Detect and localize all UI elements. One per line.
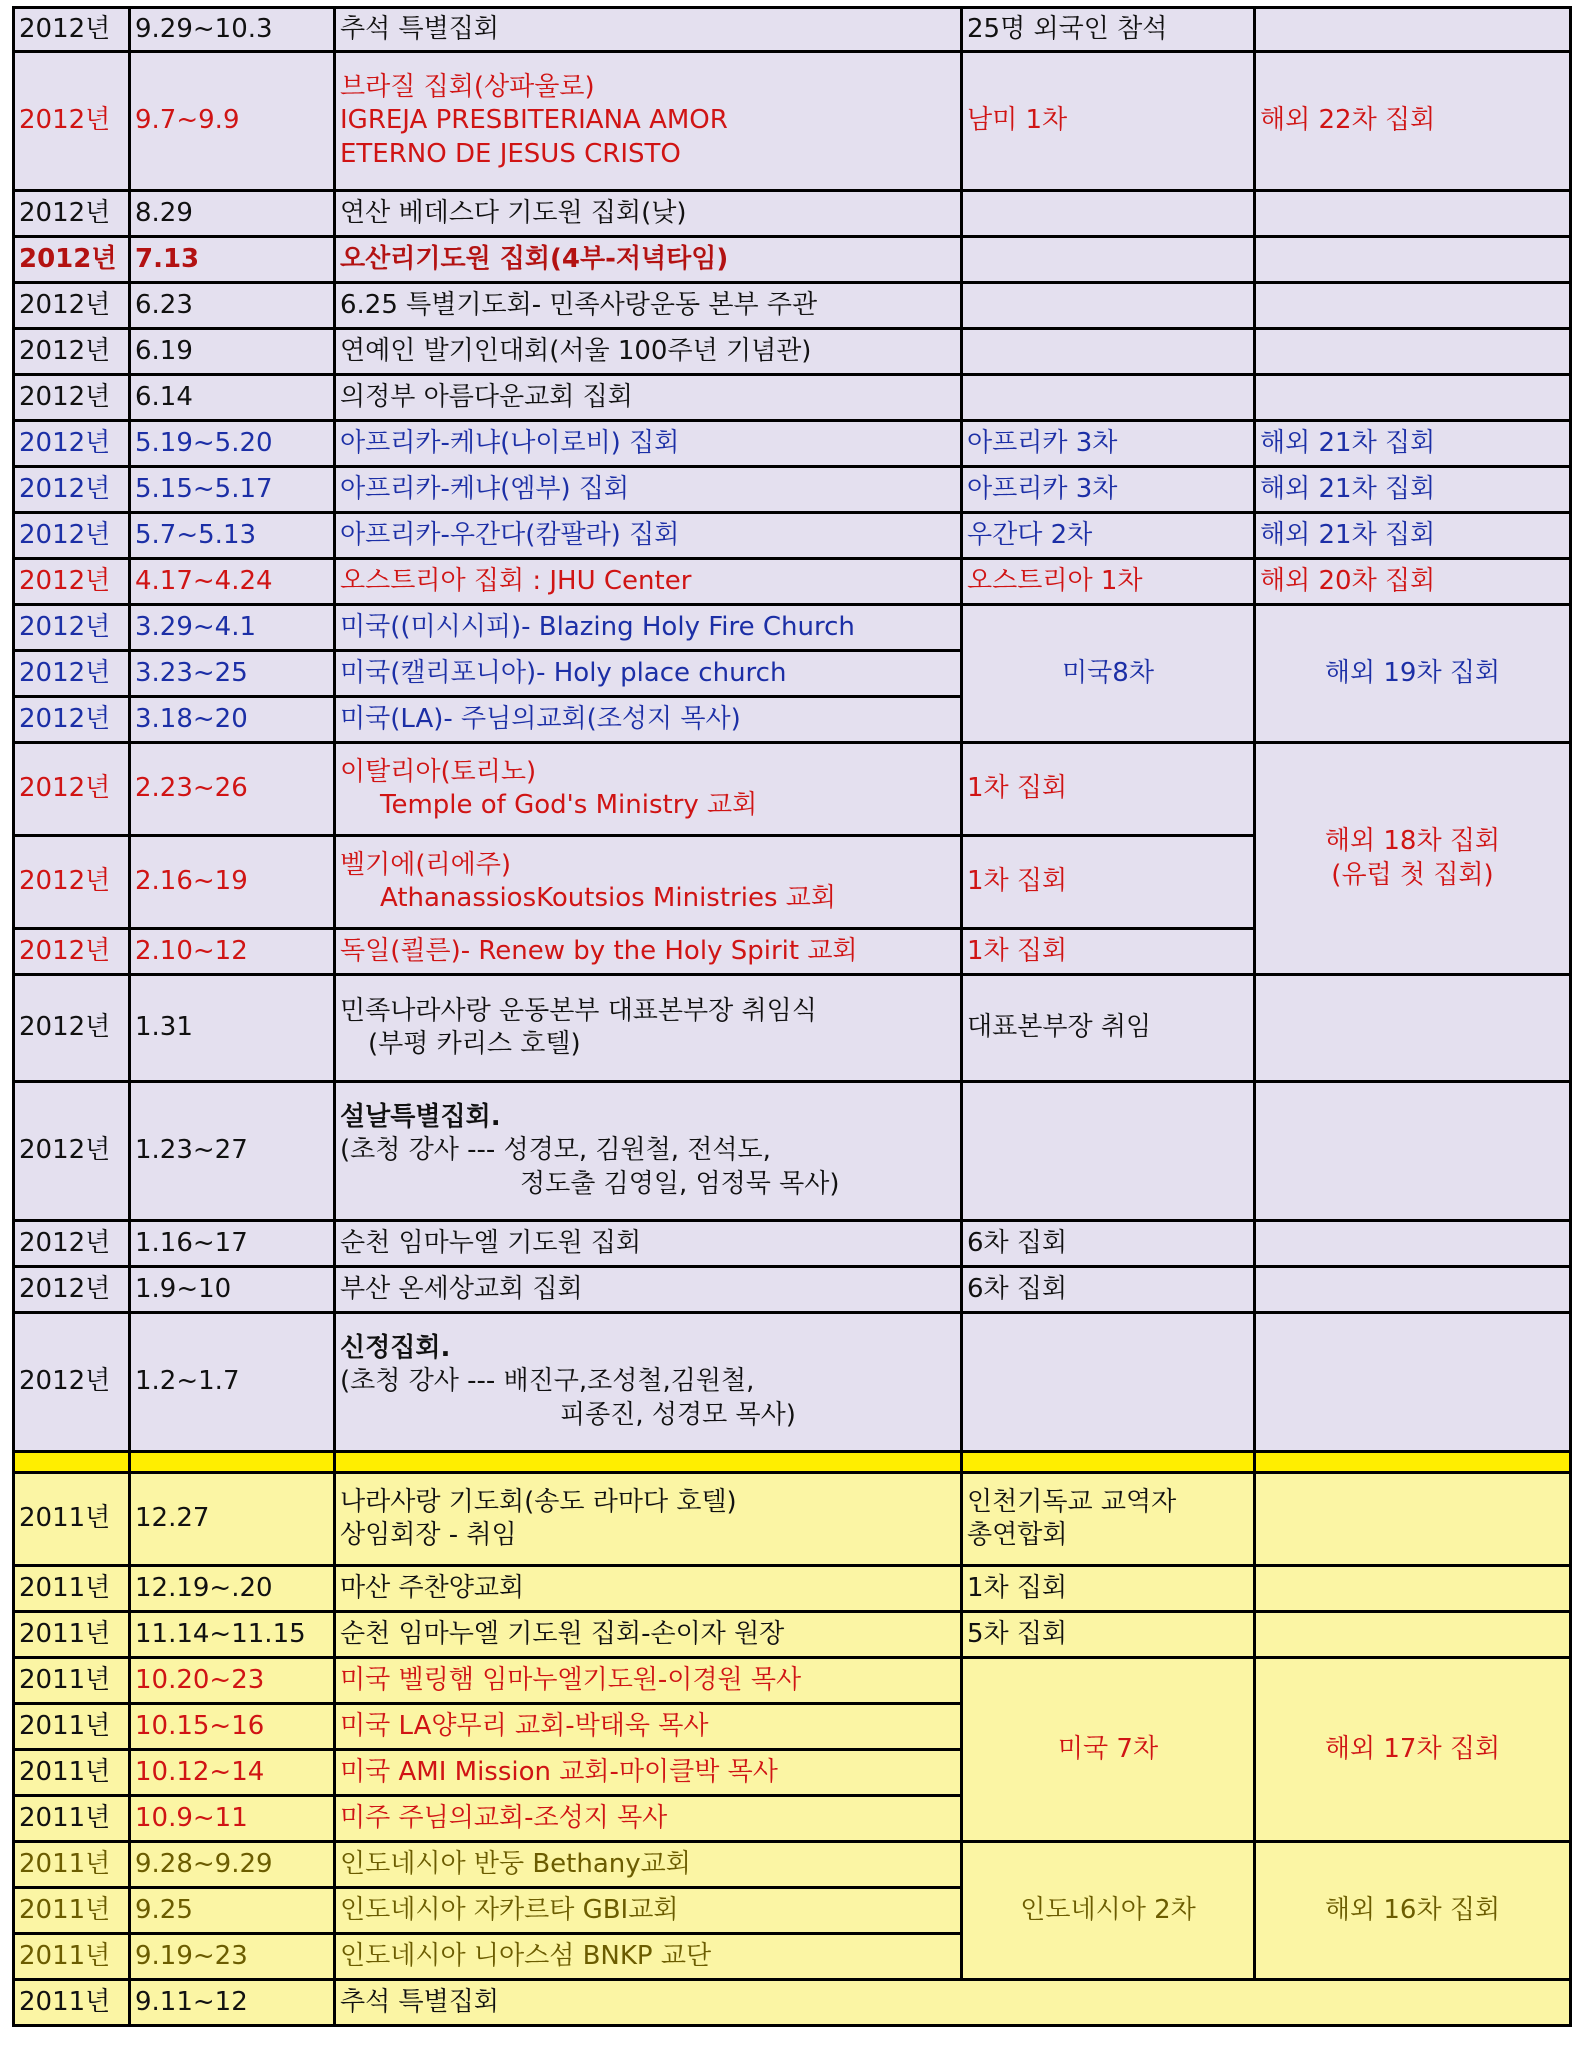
- event-cell: 순천 임마누엘 기도원 집회: [335, 1221, 962, 1267]
- date-cell: 12.27: [130, 1473, 335, 1566]
- date-cell: 10.12~14: [130, 1750, 335, 1796]
- note-cell: 아프리카 3차: [962, 467, 1255, 513]
- separator-cell: [335, 1452, 962, 1473]
- year-cell: 2011년: [14, 1796, 130, 1842]
- year-cell: 2011년: [14, 1750, 130, 1796]
- overseas-cell: [1255, 375, 1571, 421]
- table-row: [14, 1313, 1571, 1452]
- table-row: [14, 467, 1571, 513]
- date-cell: 5.19~5.20: [130, 421, 335, 467]
- event-cell: 연산 베데스다 기도원 집회(낮): [335, 191, 962, 237]
- event-cell: 독일(쾰른)- Renew by the Holy Spirit 교회: [335, 929, 962, 975]
- event-cell: 미주 주님의교회-조성지 목사: [335, 1796, 962, 1842]
- separator-cell: [130, 1452, 335, 1473]
- note-cell-merged: 미국 7차: [962, 1658, 1255, 1842]
- table-row: [14, 1267, 1571, 1313]
- note-cell: 25명 외국인 참석: [962, 8, 1255, 52]
- event-line: 이탈리아(토리노): [340, 756, 537, 787]
- year-cell: 2012년: [14, 1267, 130, 1313]
- separator-cell: [1255, 1452, 1571, 1473]
- event-line: ETERNO DE JESUS CRISTO: [340, 138, 681, 169]
- note-cell: [962, 191, 1255, 237]
- year-cell: 2011년: [14, 1934, 130, 1980]
- event-cell: 연예인 발기인대회(서울 100주년 기념관): [335, 329, 962, 375]
- event-line: (초청 강사 --- 배진구,조성철,김원철,: [340, 1366, 755, 1397]
- overseas-cell: [1255, 237, 1571, 283]
- overseas-cell: [1255, 1221, 1571, 1267]
- date-cell: 10.20~23: [130, 1658, 335, 1704]
- date-cell: 9.25: [130, 1888, 335, 1934]
- overseas-cell: 해외 21차 집회: [1255, 421, 1571, 467]
- year-cell: 2012년: [14, 651, 130, 697]
- note-line: 총연합회: [967, 1520, 1068, 1550]
- event-cell: 인도네시아 니아스섬 BNKP 교단: [335, 1934, 962, 1980]
- event-line: 설날특별집회.: [340, 1102, 501, 1133]
- table-row: [14, 975, 1571, 1082]
- event-cell: 마산 주찬양교회: [335, 1566, 962, 1612]
- date-cell: 1.16~17: [130, 1221, 335, 1267]
- event-cell: 의정부 아름다운교회 집회: [335, 375, 962, 421]
- table-row: [14, 1221, 1571, 1267]
- year-cell: 2012년: [14, 283, 130, 329]
- date-cell: 3.23~25: [130, 651, 335, 697]
- event-cell: 미국(캘리포니아)- Holy place church: [335, 651, 962, 697]
- year-cell: 2011년: [14, 1658, 130, 1704]
- event-cell: 미국 벨링햄 임마누엘기도원-이경원 목사: [335, 1658, 962, 1704]
- date-cell: 9.29~10.3: [130, 8, 335, 52]
- table-row: [14, 743, 1571, 836]
- note-cell-merged: 인도네시아 2차: [962, 1842, 1255, 1980]
- note-cell: 우간다 2차: [962, 513, 1255, 559]
- event-line: 정도출 김영일, 엄정묵 목사): [520, 1168, 840, 1199]
- overseas-cell-merged: 해외 17차 집회: [1255, 1658, 1571, 1842]
- overseas-cell: [1255, 1566, 1571, 1612]
- table-row: [14, 8, 1571, 52]
- date-cell: 9.11~12: [130, 1980, 335, 2026]
- year-cell: 2012년: [14, 329, 130, 375]
- note-cell: 6차 집회: [962, 1267, 1255, 1313]
- overseas-cell: 해외 20차 집회: [1255, 559, 1571, 605]
- year-cell: 2012년: [14, 1082, 130, 1221]
- event-cell: 오산리기도원 집회(4부-저녁타임): [335, 237, 962, 283]
- year-cell: 2012년: [14, 8, 130, 52]
- note-cell: 남미 1차: [962, 52, 1255, 191]
- date-cell: 11.14~11.15: [130, 1612, 335, 1658]
- overseas-cell: 해외 21차 집회: [1255, 513, 1571, 559]
- overseas-cell-merged: 해외 16차 집회: [1255, 1842, 1571, 1980]
- table-row: [14, 237, 1571, 283]
- date-cell: 1.9~10: [130, 1267, 335, 1313]
- year-cell: 2012년: [14, 1221, 130, 1267]
- date-cell: 6.14: [130, 375, 335, 421]
- table-row: [14, 1842, 1571, 1888]
- year-cell: 2011년: [14, 1566, 130, 1612]
- year-cell: 2012년: [14, 467, 130, 513]
- event-cell: 미국 LA양무리 교회-박태욱 목사: [335, 1704, 962, 1750]
- note-cell: [962, 1473, 1255, 1566]
- date-cell: 6.23: [130, 283, 335, 329]
- table-row: [14, 1980, 1571, 2026]
- date-cell: 10.9~11: [130, 1796, 335, 1842]
- note-cell: [962, 283, 1255, 329]
- event-cell: 미국(LA)- 주님의교회(조성지 목사): [335, 697, 962, 743]
- date-cell: 7.13: [130, 237, 335, 283]
- year-cell: 2011년: [14, 1980, 130, 2026]
- date-cell: 5.7~5.13: [130, 513, 335, 559]
- note-cell: 6차 집회: [962, 1221, 1255, 1267]
- table-row: [14, 191, 1571, 237]
- overseas-cell: [1255, 975, 1571, 1082]
- event-line: 나라사랑 기도회(송도 라마다 호텔): [340, 1486, 737, 1517]
- date-cell: 4.17~4.24: [130, 559, 335, 605]
- year-cell: 2012년: [14, 421, 130, 467]
- note-cell: 대표본부장 취임: [962, 975, 1255, 1082]
- note-cell: [962, 1313, 1255, 1452]
- event-line: IGREJA PRESBITERIANA AMOR: [340, 105, 728, 136]
- table-row: [14, 283, 1571, 329]
- table-row: [14, 605, 1571, 651]
- note-cell: 오스트리아 1차: [962, 559, 1255, 605]
- overseas-cell: [1255, 1473, 1571, 1566]
- year-cell: 2012년: [14, 1313, 130, 1452]
- year-cell: 2012년: [14, 191, 130, 237]
- table-row: [14, 1658, 1571, 1704]
- date-cell: 6.19: [130, 329, 335, 375]
- year-cell: 2012년: [14, 975, 130, 1082]
- year-cell: 2012년: [14, 559, 130, 605]
- table-row: [14, 52, 1571, 191]
- overseas-cell-merged: 해외 19차 집회: [1255, 605, 1571, 743]
- date-cell: 9.7~9.9: [130, 52, 335, 191]
- year-separator-row: [14, 1452, 1571, 1473]
- table-row: [14, 329, 1571, 375]
- table-row: [14, 559, 1571, 605]
- event-cell: 인도네시아 반둥 Bethany교회: [335, 1842, 962, 1888]
- note-cell: 1차 집회: [962, 929, 1255, 975]
- date-cell: 3.18~20: [130, 697, 335, 743]
- date-cell: 5.15~5.17: [130, 467, 335, 513]
- event-line: 신정집회.: [340, 1333, 451, 1364]
- schedule-table: [12, 6, 1572, 2027]
- event-cell: [335, 1082, 962, 1221]
- note-cell: 1차 집회: [962, 743, 1255, 836]
- date-cell: 1.2~1.7: [130, 1313, 335, 1452]
- event-cell: 6.25 특별기도회- 민족사랑운동 본부 주관: [335, 283, 962, 329]
- note-cell-merged: 미국8차: [962, 605, 1255, 743]
- event-cell: 추석 특별집회: [335, 1980, 1571, 2026]
- event-line: (부평 카리스 호텔): [368, 1029, 581, 1059]
- event-line: 벨기에(리에주): [340, 849, 511, 880]
- event-cell: 미국((미시시피)- Blazing Holy Fire Church: [335, 605, 962, 651]
- table-row: [14, 421, 1571, 467]
- year-cell: 2012년: [14, 237, 130, 283]
- note-cell: [962, 329, 1255, 375]
- table-row: [14, 1566, 1571, 1612]
- note-cell: [962, 375, 1255, 421]
- year-cell: 2012년: [14, 836, 130, 929]
- table-row: [14, 1082, 1571, 1221]
- event-cell: [335, 52, 962, 191]
- separator-cell: [962, 1452, 1255, 1473]
- event-cell: 오스트리아 집회 : JHU Center: [335, 559, 962, 605]
- event-line: AthanassiosKoutsios Ministries 교회: [380, 883, 836, 913]
- date-cell: 3.29~4.1: [130, 605, 335, 651]
- year-cell: 2012년: [14, 697, 130, 743]
- note-cell: 아프리카 3차: [962, 421, 1255, 467]
- overseas-cell: 해외 21차 집회: [1255, 467, 1571, 513]
- year-cell: 2012년: [14, 52, 130, 191]
- event-cell: 추석 특별집회: [335, 8, 962, 52]
- note-cell: 1차 집회: [962, 1566, 1255, 1612]
- event-cell: 인도네시아 자카르타 GBI교회: [335, 1888, 962, 1934]
- overseas-cell: [1255, 1082, 1571, 1221]
- overseas-cell: [1255, 1267, 1571, 1313]
- table-row: [14, 375, 1571, 421]
- event-cell: [335, 743, 962, 836]
- year-cell: 2011년: [14, 1473, 130, 1566]
- event-cell: [335, 1473, 962, 1566]
- note-cell: [962, 1082, 1255, 1221]
- event-line: 피종진, 성경모 목사): [560, 1399, 796, 1430]
- overseas-cell: [1255, 8, 1571, 52]
- year-cell: 2011년: [14, 1888, 130, 1934]
- year-cell: 2011년: [14, 1612, 130, 1658]
- schedule-table-wrapper: [12, 6, 1572, 2027]
- year-cell: 2011년: [14, 1842, 130, 1888]
- overseas-cell: [1255, 191, 1571, 237]
- date-cell: 2.16~19: [130, 836, 335, 929]
- overseas-cell: [1255, 329, 1571, 375]
- note-cell: 5차 집회: [962, 1612, 1255, 1658]
- separator-cell: [14, 1452, 130, 1473]
- date-cell: 8.29: [130, 191, 335, 237]
- event-cell: 아프리카-케냐(엠부) 집회: [335, 467, 962, 513]
- year-cell: 2012년: [14, 513, 130, 559]
- event-cell: [335, 975, 962, 1082]
- event-line: 민족나라사랑 운동본부 대표본부장 취임식: [340, 995, 817, 1026]
- event-cell: 아프리카-케냐(나이로비) 집회: [335, 421, 962, 467]
- date-cell: 1.31: [130, 975, 335, 1082]
- overseas-cell: [1255, 1612, 1571, 1658]
- date-cell: 12.19~.20: [130, 1566, 335, 1612]
- date-cell: 2.10~12: [130, 929, 335, 975]
- overseas-cell: 해외 22차 집회: [1255, 52, 1571, 191]
- overseas-line: 해외 18차 집회: [1324, 826, 1501, 857]
- year-cell: 2012년: [14, 375, 130, 421]
- date-cell: 9.19~23: [130, 1934, 335, 1980]
- note-cell: 1차 집회: [962, 836, 1255, 929]
- year-cell: 2012년: [14, 605, 130, 651]
- date-cell: 1.23~27: [130, 1082, 335, 1221]
- note-cell: [962, 237, 1255, 283]
- event-line: 브라질 집회(상파울로): [340, 72, 595, 103]
- table-row: [14, 1473, 1571, 1566]
- year-cell: 2012년: [14, 929, 130, 975]
- event-line: Temple of God's Ministry 교회: [380, 790, 758, 820]
- overseas-cell: [1255, 1313, 1571, 1452]
- year-cell: 2012년: [14, 743, 130, 836]
- date-cell: 2.23~26: [130, 743, 335, 836]
- note-line: 인천기독교 교역자: [967, 1486, 1177, 1517]
- overseas-line: (유럽 첫 집회): [1331, 859, 1494, 890]
- overseas-cell-merged: [1255, 743, 1571, 975]
- event-cell: 순천 임마누엘 기도원 집회-손이자 원장: [335, 1612, 962, 1658]
- overseas-cell: [1255, 283, 1571, 329]
- event-cell: 미국 AMI Mission 교회-마이클박 목사: [335, 1750, 962, 1796]
- table-row: [14, 1612, 1571, 1658]
- event-cell: [335, 836, 962, 929]
- event-cell: 아프리카-우간다(캄팔라) 집회: [335, 513, 962, 559]
- event-cell: 부산 온세상교회 집회: [335, 1267, 962, 1313]
- event-line: (초청 강사 --- 성경모, 김원철, 전석도,: [340, 1135, 771, 1166]
- event-line: 상임회장 - 취임: [340, 1520, 517, 1550]
- date-cell: 10.15~16: [130, 1704, 335, 1750]
- year-cell: 2011년: [14, 1704, 130, 1750]
- date-cell: 9.28~9.29: [130, 1842, 335, 1888]
- event-cell: [335, 1313, 962, 1452]
- table-row: [14, 513, 1571, 559]
